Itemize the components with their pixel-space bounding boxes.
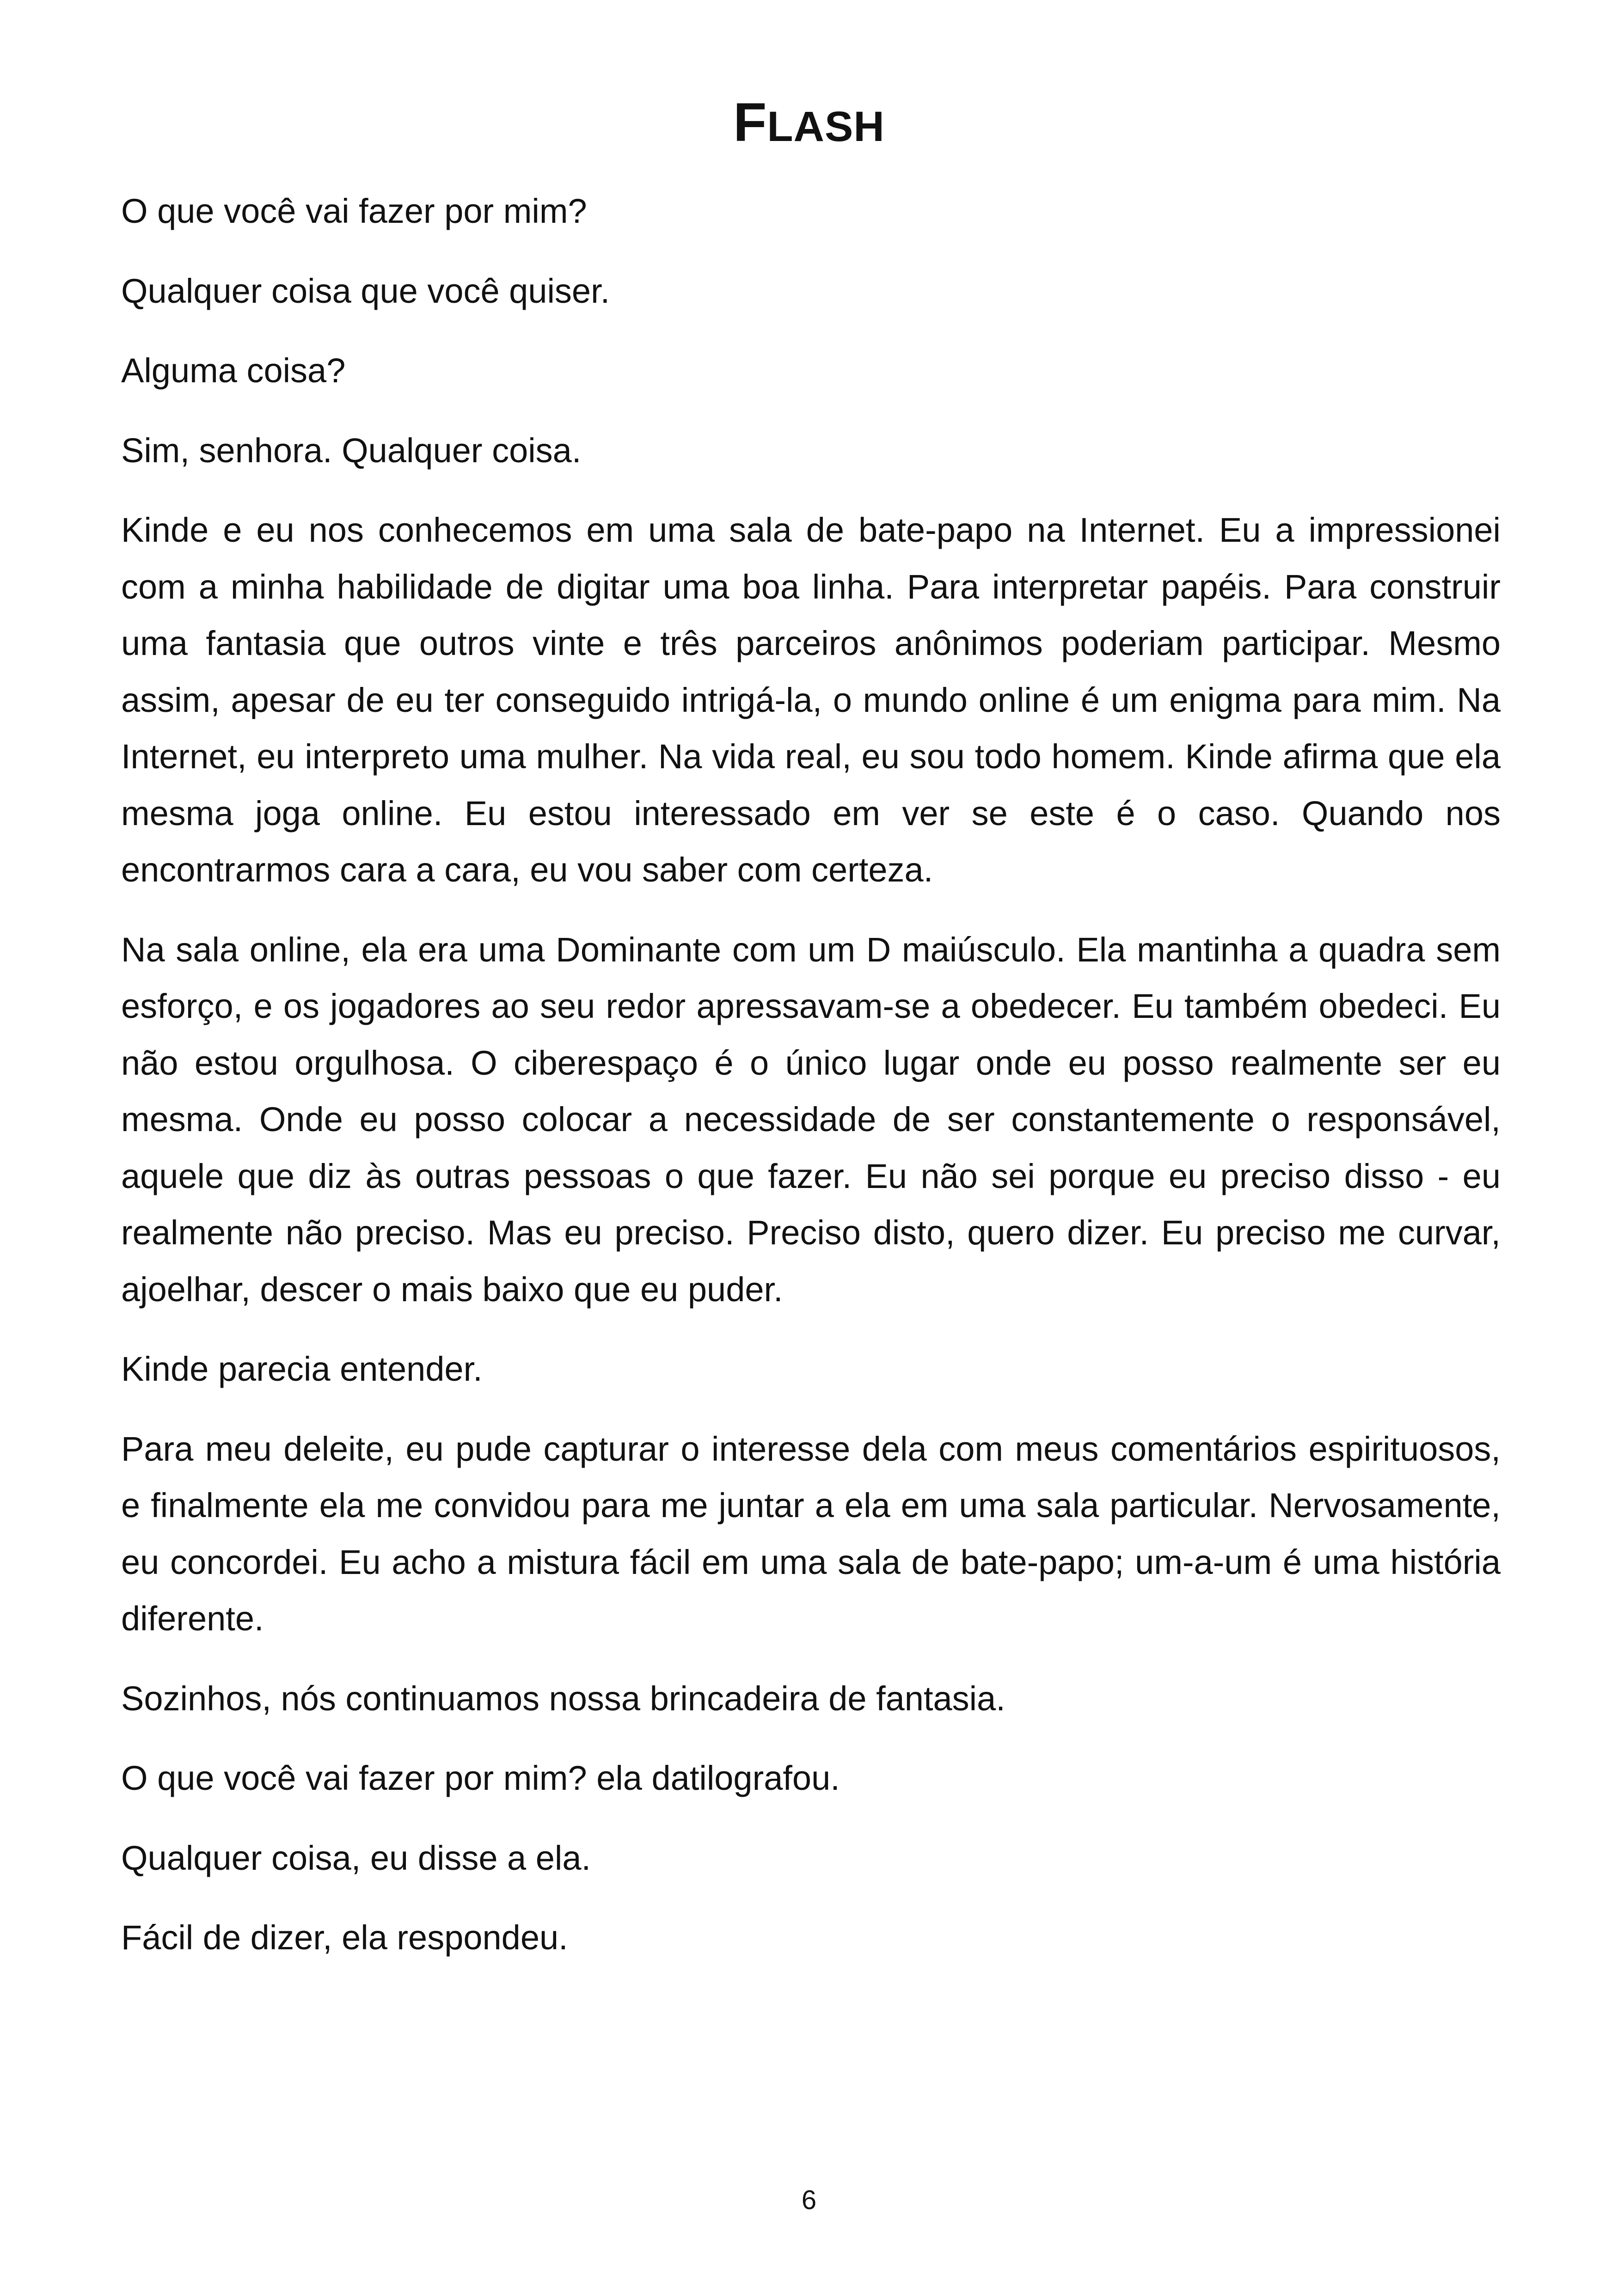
body-text (121, 183, 1501, 1990)
paragraph: O que você vai fazer por mim? (121, 192, 587, 230)
paragraph: Na sala online, ela era uma Dominante com um D maiúsculo. Ela mantinha a quadra sem esforço, e os jogadores ao seu redor apressavam-se a obedecer. Eu também obedeci. Eu não estou orgulhosa. O ciberespaço é o único lugar onde eu posso realmente ser eu mesma. Onde eu posso colocar a necessidade de ser constantemente o responsável, aquele que diz às outras pessoas o que fazer. Eu não sei porque eu preciso disso - eu realmente não preciso. Mas eu preciso. Preciso disto, quero dizer. Eu preciso me curvar, ajoelhar, descer o mais baixo que eu puder. (121, 930, 1501, 1309)
paragraph: O que você vai fazer por mim? ela datilografou. (121, 1759, 840, 1797)
paragraph: Sozinhos, nós continuamos nossa brincadeira de fantasia. (121, 1679, 1005, 1718)
paragraph: Sim, senhora. Qualquer coisa. (121, 431, 582, 470)
page-number: 6 (801, 2185, 817, 2215)
paragraph: Alguma coisa? (121, 351, 346, 390)
page-title (0, 88, 1618, 161)
title-rest: LASH (767, 103, 885, 150)
paragraph: Qualquer coisa, eu disse a ela. (121, 1838, 591, 1877)
title-first-letter: F (733, 92, 767, 153)
paragraph: Kinde parecia entender. (121, 1350, 483, 1388)
paragraph: Para meu deleite, eu pude capturar o interesse dela com meus comentários espirituosos, e finalmente ela me convidou para me juntar a ela em uma sala particular. Nervosamente, eu concordei. Eu acho a mistura fácil em uma sala de bate-papo; um-a-um é uma história diferente. (121, 1429, 1501, 1638)
paragraph: Kinde e eu nos conhecemos em uma sala de bate-papo na Internet. Eu a impressionei com a minha habilidade de digitar uma boa linha. Para interpretar papéis. Para construir uma fantasia que outros vinte e três parceiros anônimos poderiam participar. Mesmo assim, apesar de eu ter conseguido intrigá-la, o mundo online é um enigma para mim. Na Internet, eu interpreto uma mulher. Na vida real, eu sou todo homem. Kinde afirma que ela mesma joga online. Eu estou interessado em ver se este é o caso. Quando nos encontrarmos cara a cara, eu vou saber com certeza. (121, 511, 1501, 889)
paragraph: Fácil de dizer, ela respondeu. (121, 1918, 568, 1957)
paragraph: Qualquer coisa que você quiser. (121, 271, 610, 310)
